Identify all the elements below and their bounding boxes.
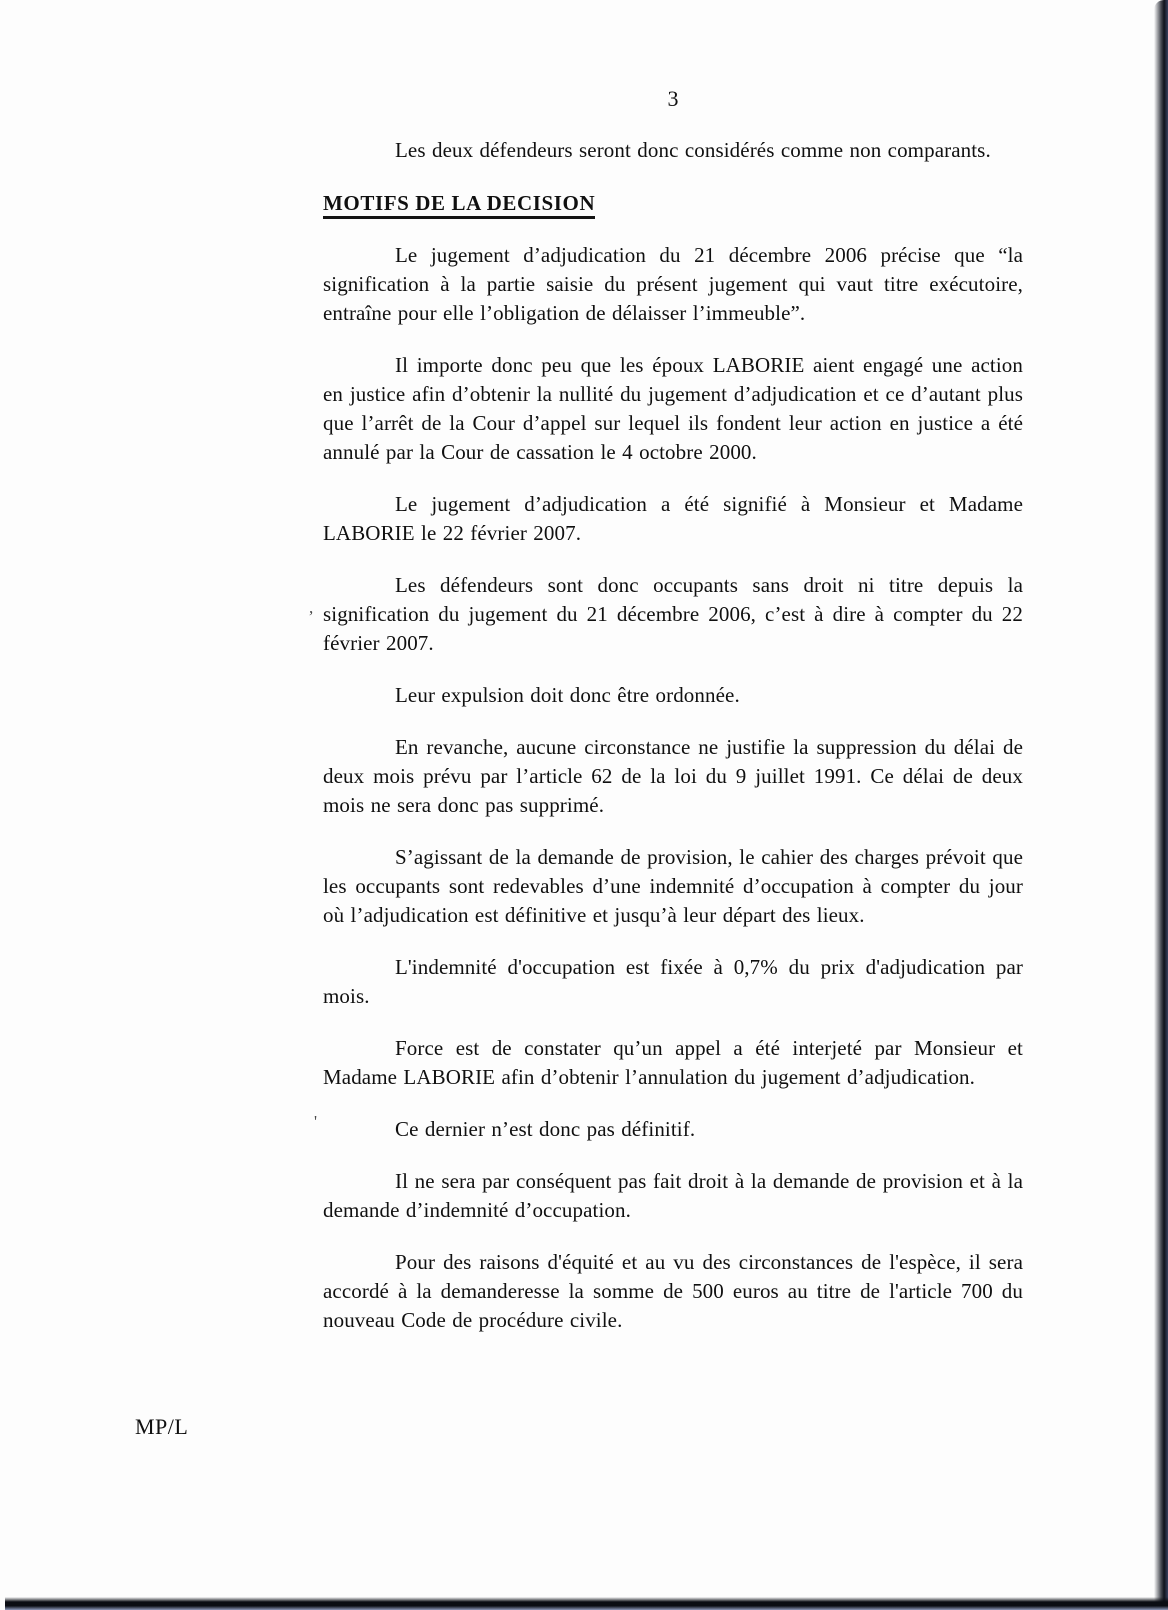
author-initials: MP/L [135,1414,189,1439]
paragraph: L'indemnité d'occupation est fixée à 0,7% du prix d'adjudication par mois. [323,955,1023,1008]
paragraph: Il importe donc peu que les époux LABORIE aient engagé une action en justice afin d’obtenir la nullité du jugement d’adjudication et ce d’autant plus que l’arrêt de la Cour d’appel sur lequel ils fondent leur action en justice a été annulé par la Cour de cassation le 4 octobre 2000. [323,353,1023,464]
intro-paragraph: Les deux défendeurs seront donc considérés comme non comparants. [395,138,991,162]
scan-edge-bottom [5,1597,1168,1610]
scan-edge-right [1154,0,1168,1610]
paragraph: Les défendeurs sont donc occupants sans droit ni titre depuis la signification du jugement du 21 décembre 2006, c’est à dire à compter du 22 février 2007. [323,573,1023,655]
section-heading [323,189,1023,218]
paragraph: Ce dernier n’est donc pas définitif. [395,1117,696,1141]
paragraph: Pour des raisons d'équité et au vu des circonstances de l'espèce, il sera accordé à la demanderesse la somme de 500 euros au titre de l'article 700 du nouveau Code de procédure civile. [323,1250,1023,1332]
paragraph: Le jugement d’adjudication a été signifié à Monsieur et Madame LABORIE le 22 février 2007. [323,492,1023,545]
section-heading-text: MOTIFS DE LA DECISION [323,191,595,219]
document-content [323,84,1023,1335]
scan-artifact: ' [314,1112,318,1131]
paragraph: Le jugement d’adjudication du 21 décembre 2006 précise que “la signification à la partie saisie du présent jugement qui vaut titre exécutoire, entraîne pour elle l’obligation de délaisser l’immeuble”. [323,243,1023,325]
paragraph: Leur expulsion doit donc être ordonnée. [395,683,740,707]
paragraph: En revanche, aucune circonstance ne justifie la suppression du délai de deux mois prévu par l’article 62 de la loi du 9 juillet 1991. Ce délai de deux mois ne sera donc pas supprimé. [323,735,1023,817]
paragraph: Force est de constater qu’un appel a été interjeté par Monsieur et Madame LABORIE afin d’obtenir l’annulation du jugement d’adjudication. [323,1036,1023,1089]
scan-artifact: , [309,598,314,617]
paragraph: Il ne sera par conséquent pas fait droit à la demande de provision et à la demande d’indemnité d’occupation. [323,1169,1023,1222]
paragraph: S’agissant de la demande de provision, le cahier des charges prévoit que les occupants sont redevables d’une indemnité d’occupation à compter du jour où l’adjudication est définitive et jusqu’à leur départ des lieux. [323,845,1023,927]
paragraph-list [323,241,1023,1335]
page-number: 3 [667,86,679,111]
